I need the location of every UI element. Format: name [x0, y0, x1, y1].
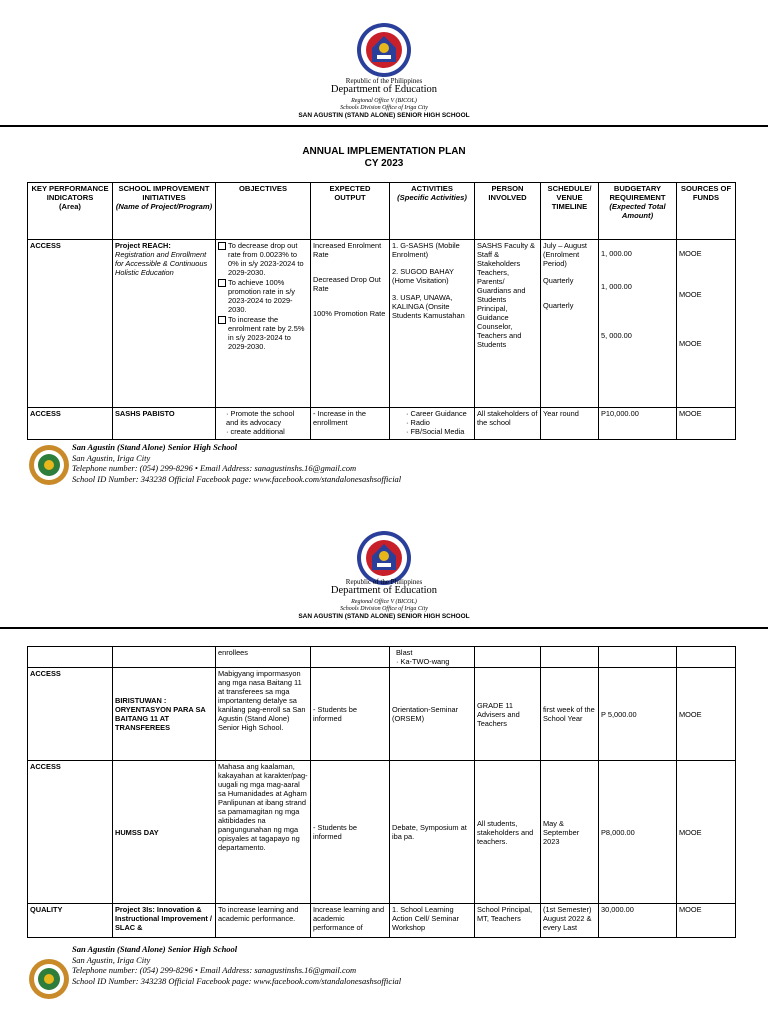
table-row: [28, 904, 736, 938]
output-cell: Increase learning and academic performance of: [311, 904, 390, 938]
division-text: Schools Division Office of Iriga City: [340, 105, 428, 111]
col-person: PERSON INVOLVED: [475, 183, 541, 240]
footer-ids: School ID Number: 343238 Official Facebook page: www.facebook.com/standalonesashsofficial: [72, 473, 402, 484]
schedule-cell: (1st Semester) August 2022 & every Last: [541, 904, 599, 938]
footer-school-name: San Agustin (Stand Alone) Senior High School: [72, 442, 238, 452]
schedule-cell: Year round: [541, 408, 599, 440]
activities-cell: 1. G-SASHS (Mobile Enrolment) 2. SUGOD BAHAY (Home Visitation) 3. USAP, UNAWA, KALINGA (Onsite Students Kamustahan: [390, 240, 475, 408]
col-activities: ACTIVITIES (Specific Activities): [390, 183, 475, 240]
school-seal-icon: [28, 444, 70, 486]
footer-text: [72, 442, 401, 484]
objectives-cell: To decrease drop out rate from 0.0023% to 0% in s/y 2023-2024 to 2029-2030. To achieve 100% promotion rate in s/y 2023-2024 to 2029-2030. To increase the enrolment rate by 2.5% in s/y 2023-2024 to 2029-2030.: [216, 240, 311, 408]
kpi-cell: ACCESS: [28, 761, 113, 904]
output-cell: - Students be informed: [311, 668, 390, 761]
output-cell: Increased Enrolment Rate Decreased Drop Out Rate 100% Promotion Rate: [311, 240, 390, 408]
output-cell: - Students be informed: [311, 761, 390, 904]
schedule-cell: July – August (Enrolment Period) Quarterly Quarterly: [541, 240, 599, 408]
budget-cell: 1, 000.00 1, 000.00 5, 000.00: [599, 240, 677, 408]
kpi-cell: ACCESS: [28, 240, 113, 408]
budget-cell: 30,000.00: [599, 904, 677, 938]
doc-title: [0, 146, 768, 170]
col-initiative: SCHOOL IMPROVEMENT INITIATIVES (Name of Project/Program): [113, 183, 216, 240]
table-row: [28, 668, 736, 761]
region-text: Regional Office V (BICOL): [351, 599, 417, 605]
footer-address: San Agustin, Iriga City: [72, 954, 151, 965]
schedule-cell: May & September 2023: [541, 761, 599, 904]
republic-text: Republic of the Philippines: [345, 77, 423, 85]
output-cell: - Increase in the enrollment: [311, 408, 390, 440]
person-cell: All stakeholders of the school: [475, 408, 541, 440]
initiative-cell: Project 3Is: Innovation & Instructional Improvement / SLAC &: [113, 904, 216, 938]
footer-school-name: San Agustin (Stand Alone) Senior High School: [72, 944, 238, 954]
objectives-cell: · Promote the school and its advocacy · create additional: [216, 408, 311, 440]
objectives-cell: enrollees: [216, 647, 311, 668]
footer-contact: Telephone number: (054) 299-8296 • Email Address: sanagustinshs.16@gmail.com: [72, 965, 357, 975]
plan-table-page1: [27, 182, 736, 440]
person-cell: SASHS Faculty & Staff & Stakeholders Teachers, Parents/ Guardians and Students Principal, Guidance Counselor, Teachers and Students: [475, 240, 541, 408]
schedule-cell: [541, 647, 599, 668]
output-cell: [311, 647, 390, 668]
school-text: SAN AGUSTIN (STAND ALONE) SENIOR HIGH SCHOOL: [298, 613, 470, 620]
table-row: [28, 240, 736, 408]
deped-seal-icon: [356, 22, 412, 78]
sources-cell: MOOE: [677, 904, 736, 938]
department-text: Department of Education: [330, 585, 438, 596]
col-sources: SOURCES OF FUNDS: [677, 183, 736, 240]
footer-contact: Telephone number: (054) 299-8296 • Email Address: sanagustinshs.16@gmail.com: [72, 463, 357, 473]
initiative-cell: [113, 647, 216, 668]
table-row: [28, 761, 736, 904]
activities-cell: Blast · Ka-TWO-wang: [390, 647, 475, 668]
col-kpi: KEY PERFORMANCE INDICATORS (Area): [28, 183, 113, 240]
footer-address: San Agustin, Iriga City: [72, 452, 151, 463]
page-1: [0, 0, 768, 500]
person-cell: School Principal, MT, Teachers: [475, 904, 541, 938]
col-budget: BUDGETARY REQUIREMENT (Expected Total Amount): [599, 183, 677, 240]
footer-ids: School ID Number: 343238 Official Facebook page: www.facebook.com/standalonesashsofficial: [72, 975, 402, 986]
col-schedule: SCHEDULE/ VENUE TIMELINE: [541, 183, 599, 240]
doc-title-line1: ANNUAL IMPLEMENTATION PLAN: [302, 146, 466, 157]
budget-cell: P8,000.00: [599, 761, 677, 904]
kpi-cell: [28, 647, 113, 668]
kpi-cell: ACCESS: [28, 408, 113, 440]
page-2: [0, 520, 768, 1024]
table-row: [28, 647, 736, 668]
school-seal-icon: [28, 958, 70, 1000]
person-cell: All students, stakeholders and teachers.: [475, 761, 541, 904]
department-text: Department of Education: [330, 84, 438, 95]
activities-cell: 1. School Learning Action Cell/ Seminar Workshop: [390, 904, 475, 938]
sources-cell: [677, 647, 736, 668]
person-cell: [475, 647, 541, 668]
objectives-cell: Mabigyang impormasyon ang mga nasa Baitang 11 at transferees sa mga importanteng detalye sa kanilang pag-enroll sa San Agustin (Stand Alone) Senior High School.: [216, 668, 311, 761]
sources-cell: MOOE: [677, 761, 736, 904]
checkbox-icon: [218, 316, 226, 324]
budget-cell: P10,000.00: [599, 408, 677, 440]
table-header-row: [28, 183, 736, 240]
region-text: Regional Office V (BICOL): [351, 98, 417, 104]
objectives-cell: Mahasa ang kaalaman, kakayahan at karakter/pag-uugali ng mga mag-aaral sa Humanidades at Agham Panlipunan at ibang strand sa pamamagitan ng mga aktibidades na pangungunahan ng mga opisyales at tagapayo ng departamento.: [216, 761, 311, 904]
school-text: SAN AGUSTIN (STAND ALONE) SENIOR HIGH SCHOOL: [298, 112, 470, 119]
initiative-cell: BIRISTUWAN : ORYENTASYON PARA SA BAITANG 11 AT TRANSFEREES: [113, 668, 216, 761]
kpi-cell: QUALITY: [28, 904, 113, 938]
activities-cell: Debate, Symposium at iba pa.: [390, 761, 475, 904]
initiative-cell: Project REACH: Registration and Enrollment for Accessible & Continuous Holistic Education: [113, 240, 216, 408]
checkbox-icon: [218, 242, 226, 250]
objectives-cell: To increase learning and academic performance.: [216, 904, 311, 938]
checkbox-icon: [218, 279, 226, 287]
sources-cell: MOOE MOOE MOOE: [677, 240, 736, 408]
budget-cell: [599, 647, 677, 668]
doc-title-line2: CY 2023: [364, 158, 404, 169]
col-output: EXPECTED OUTPUT: [311, 183, 390, 240]
sources-cell: MOOE: [677, 668, 736, 761]
header-rule: [0, 125, 768, 127]
initiative-cell: SASHS PABISTO: [113, 408, 216, 440]
header-rule: [0, 627, 768, 629]
initiative-cell: HUMSS DAY: [113, 761, 216, 904]
table-row: [28, 408, 736, 440]
plan-table-page2: [27, 646, 736, 938]
person-cell: GRADE 11 Advisers and Teachers: [475, 668, 541, 761]
activities-cell: · Career Guidance · Radio · FB/Social Media: [390, 408, 475, 440]
schedule-cell: first week of the School Year: [541, 668, 599, 761]
division-text: Schools Division Office of Iriga City: [340, 606, 428, 612]
col-objectives: OBJECTIVES: [216, 183, 311, 240]
footer-text: [72, 944, 401, 986]
kpi-cell: ACCESS: [28, 668, 113, 761]
activities-cell: Orientation-Seminar (ORSEM): [390, 668, 475, 761]
republic-text: Republic of the Philippines: [345, 578, 423, 586]
sources-cell: MOOE: [677, 408, 736, 440]
budget-cell: P 5,000.00: [599, 668, 677, 761]
